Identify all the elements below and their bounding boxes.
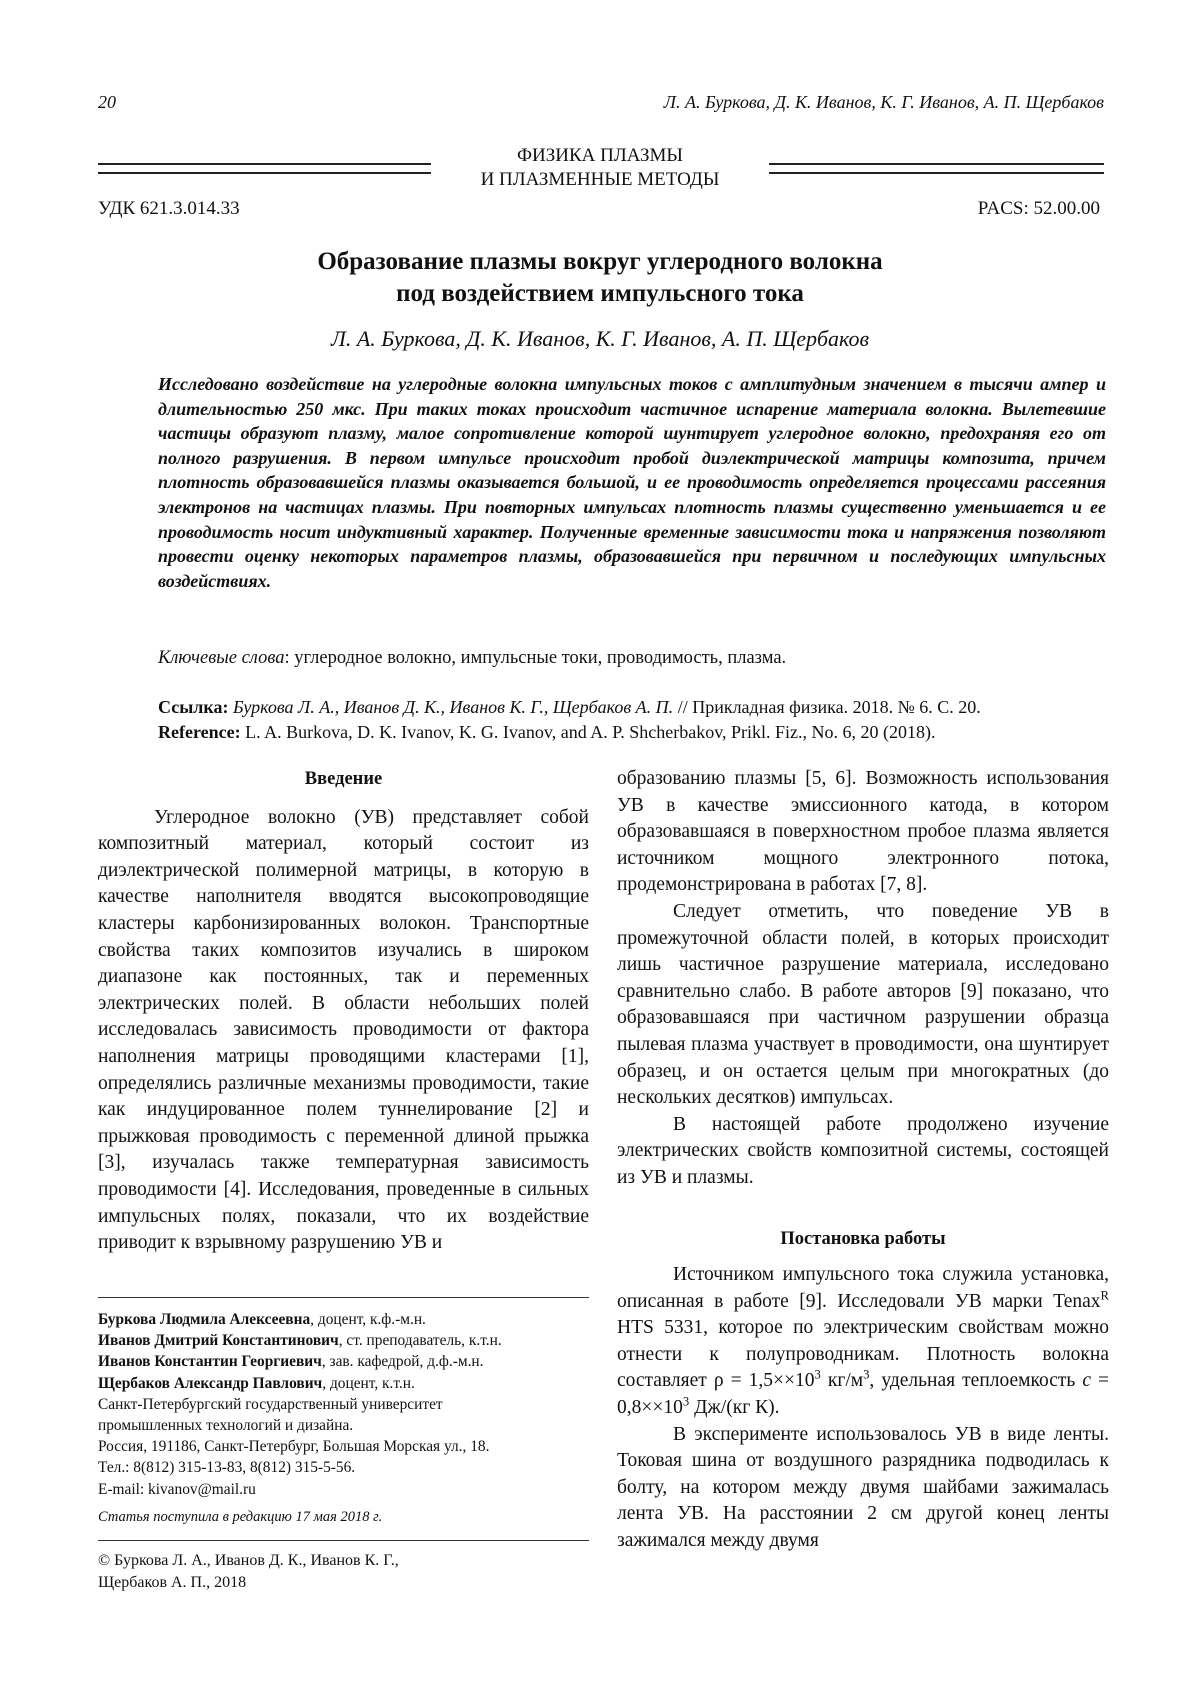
section-header: [0, 144, 1200, 192]
setup-p1-part-b: HTS 5331, которое по электрическим свойствам можно отнести к полупроводникам. Плотность волокна составляет ρ = 1,5××10: [617, 1317, 1109, 1391]
footnote-author-1-role: , доцент, к.ф.-м.н.: [310, 1311, 426, 1328]
heat-capacity-symbol: c: [1082, 1370, 1091, 1391]
footnote-phone: Тел.: 8(812) 315-13-83, 8(812) 315-5-56.: [98, 1457, 589, 1478]
setup-paragraph-2: В эксперименте использовалось УВ в виде ленты. Токовая шина от воздушного разрядника подводилась к болту, на котором между двумя шайбами зажималась лента УВ. На расстоянии 2 см другой конец ленты зажимался между двумя: [617, 1422, 1109, 1555]
right-column: [617, 766, 1109, 1555]
citation-block: [158, 695, 1106, 745]
footnote-author-3-name: Иванов Константин Георгиевич: [98, 1353, 322, 1370]
author-footnote: [98, 1309, 589, 1500]
citation-en-label: Reference:: [158, 722, 241, 742]
intro-paragraph-3: В настоящей работе продолжено изучение электрических свойств композитной системы, состоящей из УВ и плазмы.: [617, 1112, 1109, 1192]
setup-p1-part-a: Источником импульсного тока служила установка, описанная в работе [9]. Исследовали УВ марки Tenax: [617, 1264, 1109, 1312]
section-header-line-1: ФИЗИКА ПЛАЗМЫ: [0, 144, 1200, 168]
setup-paragraph-1: [617, 1262, 1109, 1422]
footnote-author-1: [98, 1309, 589, 1330]
footnote-author-2-name: Иванов Дмитрий Константинович: [98, 1332, 339, 1349]
setup-p1-part-f: Дж/(кг К).: [689, 1397, 779, 1418]
footnote-author-4: [98, 1373, 589, 1394]
footnote-affiliation-line-1: Санкт-Петербургский государственный университет: [98, 1394, 589, 1415]
registered-mark: R: [1101, 1288, 1109, 1302]
intro-continuation-paragraph: образованию плазмы [5, 6]. Возможность использования УВ в качестве эмиссионного катода, в котором образовавшаяся в поверхностном пробое плазма является источником мощного электронного потока, продемонстрирована в работах [7, 8].: [617, 766, 1109, 899]
copyright-rule: [98, 1540, 589, 1541]
citation-en: [158, 720, 1106, 745]
keywords-text: : углеродное волокно, импульсные токи, проводимость, плазма.: [285, 648, 787, 668]
footnote-author-4-name: Щербаков Александр Павлович: [98, 1375, 322, 1392]
footnote-author-2-role: , ст. преподаватель, к.т.н.: [339, 1332, 502, 1349]
citation-ru-label: Ссылка:: [158, 697, 228, 717]
running-header-authors: Л. А. Буркова, Д. К. Иванов, К. Г. Иванов, А. П. Щербаков: [664, 92, 1104, 113]
udk-code: УДК 621.3.014.33: [98, 198, 240, 220]
exponent-volume: 3: [863, 1368, 869, 1382]
author-line: Л. А. Буркова, Д. К. Иванов, К. Г. Иванов, А. П. Щербаков: [0, 326, 1200, 352]
setup-p1-part-d: , удельная теплоемкость: [869, 1370, 1082, 1391]
citation-ru-journal: // Прикладная физика. 2018. № 6. С. 20.: [673, 697, 981, 717]
keywords-label: Ключевые слова: [158, 648, 285, 668]
left-column: [98, 766, 589, 1257]
exponent-heat: 3: [683, 1395, 689, 1409]
keywords: [158, 648, 1106, 669]
footnote-author-3: [98, 1351, 589, 1372]
page-number: 20: [98, 92, 116, 113]
pacs-code: PACS: 52.00.00: [978, 198, 1100, 220]
abstract: Исследовано воздействие на углеродные волокна импульсных токов с амплитудным значением в тысячи ампер и длительностью 250 мкс. При таких токах происходит частичное испарение материала волокна. Вылетевшие частицы образуют плазму, малое сопротивление которой шунтирует углеродное волокно, предохраняя его от полного разрушения. В первом импульсе происходит пробой диэлектрической матрицы композита, причем плотность образовавшейся плазмы оказывается большой, и ее проводимость определяется процессами рассеяния электронов на частицах плазмы. При повторных импульсах плотность плазмы существенно уменьшается и ее проводимость носит индуктивный характер. Полученные временные зависимости тока и напряжения позволяют провести оценку некоторых параметров плазмы, образовавшейся при первичном и последующих импульсных воздействиях.: [158, 372, 1106, 593]
intro-paragraph-2: Следует отметить, что поведение УВ в промежуточной области полей, в которых происходит лишь частичное разрушение материала, исследовано сравнительно слабо. В работе авторов [9] показано, что образовавшаяся при частичном разрушении образца пылевая плазма участвует в проводимости, она шунтирует образец, и он остается целым при многократных (до нескольких десятков) импульсах.: [617, 899, 1109, 1112]
footnote-address: Россия, 191186, Санкт-Петербург, Большая Морская ул., 18.: [98, 1436, 589, 1457]
setup-p1-part-c: кг/м: [821, 1370, 863, 1391]
citation-ru: [158, 695, 1106, 720]
setup-p1-part-e: = 0,8××10: [617, 1370, 1109, 1418]
received-date: Статья поступила в редакцию 17 мая 2018 г.: [98, 1509, 382, 1526]
copyright-line-1: © Буркова Л. А., Иванов Д. К., Иванов К. Г.,: [98, 1550, 589, 1572]
exponent-density: 3: [815, 1368, 821, 1382]
footnote-affiliation-line-2: промышленных технологий и дизайна.: [98, 1415, 589, 1436]
footnote-author-4-role: , доцент, к.т.н.: [322, 1375, 415, 1392]
intro-paragraph: Углеродное волокно (УВ) представляет собой композитный материал, который состоит из диэлектрической полимерной матрицы, в которую в качестве наполнителя вводятся высокопроводящие кластеры карбонизированных волокон. Транспортные свойства таких композитов изучались в широком диапазоне как постоянных, так и переменных электрических полей. В области небольших полей исследовалась зависимость проводимости от фактора наполнения матрицы проводящими кластерами [1], определялись различные механизмы проводимости, такие как индуцированное полем туннелирование [2] и прыжковая проводимость с переменной длиной прыжка [3], изучалась также температурная зависимость проводимости [4]. Исследования, проведенные в сильных импульсных полях, показали, что их воздействие приводит к взрывному разрушению УВ и: [98, 805, 589, 1257]
copyright: [98, 1550, 589, 1594]
copyright-line-2: Щербаков А. П., 2018: [98, 1572, 589, 1594]
footnote-author-2: [98, 1330, 589, 1351]
footnote-email: E-mail: kivanov@mail.ru: [98, 1479, 589, 1500]
citation-en-text: L. A. Burkova, D. K. Ivanov, K. G. Ivanov, and A. P. Shcherbakov, Prikl. Fiz., No. 6, 20 (2018).: [241, 722, 936, 742]
footnote-author-3-role: , зав. кафедрой, д.ф.-м.н.: [322, 1353, 484, 1370]
section-header-line-2: И ПЛАЗМЕННЫЕ МЕТОДЫ: [0, 168, 1200, 192]
footnote-rule: [98, 1297, 589, 1298]
citation-ru-authors: Буркова Л. А., Иванов Д. К., Иванов К. Г., Щербаков А. П.: [233, 697, 673, 717]
article-title-line-2: под воздействием импульсного тока: [0, 278, 1200, 310]
intro-heading: Введение: [98, 766, 589, 793]
setup-heading: Постановка работы: [617, 1226, 1109, 1253]
article-title: [0, 246, 1200, 310]
footnote-author-1-name: Буркова Людмила Алексеевна: [98, 1311, 310, 1328]
article-title-line-1: Образование плазмы вокруг углеродного волокна: [0, 246, 1200, 278]
